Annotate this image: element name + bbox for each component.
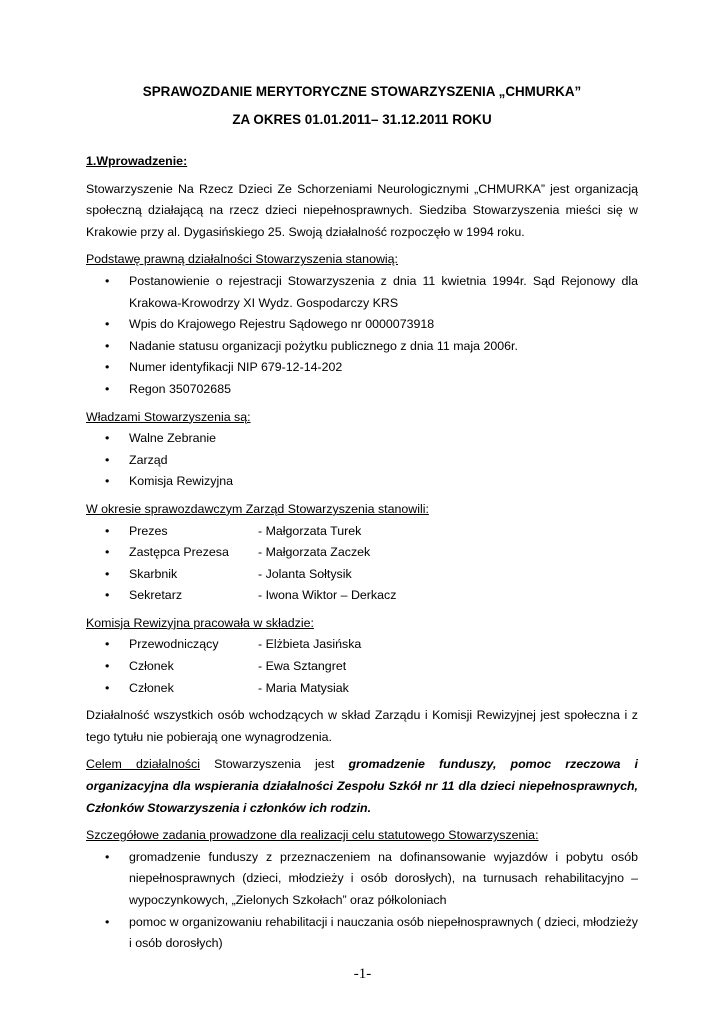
member-name: - Maria Matysiak xyxy=(258,680,349,695)
member-role: Prezes xyxy=(129,523,168,538)
audit-committee-section xyxy=(86,613,638,699)
list-item: • Nadanie statusu organizacji pożytku publicznego z dnia 11 maja 2006r. xyxy=(86,336,638,358)
member-role: Skarbnik xyxy=(129,566,178,581)
member-name: - Małgorzata Turek xyxy=(258,523,362,538)
list-item: • Zarząd xyxy=(86,450,638,472)
audit-member-row xyxy=(86,678,638,700)
list-item: • Walne Zebranie xyxy=(86,428,638,450)
member-role: Członek xyxy=(129,680,174,695)
audit-member-row xyxy=(86,634,638,656)
legal-basis-section xyxy=(86,249,638,400)
page-number: -1- xyxy=(353,966,372,982)
audit-member-row xyxy=(86,656,638,678)
tasks-list xyxy=(86,847,638,955)
bullet-icon: • xyxy=(105,431,110,446)
goal-lead-rest: Stowarzyszenia jest xyxy=(200,757,349,772)
audit-committee-heading: Komisja Rewizyjna pracowała w składzie: xyxy=(86,615,314,630)
bullet-icon: • xyxy=(105,588,110,603)
list-item: • pomoc w organizowaniu rehabilitacji i nauczania osób niepełnosprawnych ( dzieci, młodzieży i osób dorosłych) xyxy=(86,912,638,955)
board-member-row xyxy=(86,542,638,564)
bullet-icon: • xyxy=(105,659,110,674)
authorities-section xyxy=(86,407,638,493)
board-member-row xyxy=(86,521,638,543)
list-item: • Regon 350702685 xyxy=(86,379,638,401)
bullet-icon: • xyxy=(105,452,110,467)
bullet-icon: • xyxy=(105,317,110,332)
board-section xyxy=(86,499,638,607)
member-role: Zastępca Prezesa xyxy=(129,545,229,560)
section-heading-introduction: 1.Wprowadzenie: xyxy=(86,154,188,168)
list-item: • Numer identyfikacji NIP 679-12-14-202 xyxy=(86,357,638,379)
member-name: - Małgorzata Zaczek xyxy=(258,545,371,560)
bullet-icon: • xyxy=(105,360,110,375)
bullet-icon: • xyxy=(105,523,110,538)
authorities-heading: Władzami Stowarzyszenia są: xyxy=(86,409,251,424)
member-role: Przewodniczący xyxy=(129,637,219,652)
bullet-icon: • xyxy=(105,680,110,695)
bullet-icon: • xyxy=(105,545,110,560)
document-title-line-1: SPRAWOZDANIE MERYTORYCZNE STOWARZYSZENIA „CHMURKA” xyxy=(142,84,582,99)
member-role: Sekretarz xyxy=(129,588,183,603)
bullet-icon: • xyxy=(105,914,110,929)
member-name: - Iwona Wiktor – Derkacz xyxy=(258,588,397,603)
audit-committee-list xyxy=(86,634,638,699)
list-item: • Wpis do Krajowego Rejestru Sądowego nr 0000073918 xyxy=(86,314,638,336)
member-name: - Elżbieta Jasińska xyxy=(258,637,362,652)
board-member-row xyxy=(86,585,638,607)
tasks-heading: Szczegółowe zadania prowadzone dla realizacji celu statutowego Stowarzyszenia: xyxy=(86,828,539,843)
bullet-icon: • xyxy=(105,637,110,652)
volunteer-note-paragraph: Działalność wszystkich osób wchodzących w skład Zarządu i Komisji Rewizyjnej jest społeczna i z tego tytułu nie pobierają one wynagrodzenia. xyxy=(86,708,638,744)
tasks-section xyxy=(86,825,638,955)
bullet-icon: • xyxy=(105,381,110,396)
member-name: - Ewa Sztangret xyxy=(258,659,347,674)
board-member-row xyxy=(86,564,638,586)
bullet-icon: • xyxy=(105,474,110,489)
document-title-line-2: ZA OKRES 01.01.2011– 31.12.2011 ROKU xyxy=(232,112,492,127)
bullet-icon: • xyxy=(105,338,110,353)
goal-emphasis: gromadzenie funduszy, pomoc rzeczowa i organizacyjna dla wspierania działalności Zespołu Szkół nr 11 dla dzieci niepełnosprawnych, Członków Stowarzyszenia i członków ich rodzin. xyxy=(86,757,638,815)
legal-basis-heading: Podstawę prawną działalności Stowarzyszenia stanowią: xyxy=(86,252,398,267)
goal-paragraph xyxy=(86,754,638,819)
authorities-list xyxy=(86,428,638,493)
member-role: Członek xyxy=(129,659,174,674)
member-name: - Jolanta Sołtysik xyxy=(258,566,352,581)
intro-paragraph: Stowarzyszenie Na Rzecz Dzieci Ze Schorzeniami Neurologicznymi „CHMURKA” jest organizacją społeczną działającą na rzecz dzieci niepełnosprawnych. Siedziba Stowarzyszenia mieści się w Krakowie przy al. Dygasińskiego 25. Swoją działalność rozpoczęło w 1994 roku. xyxy=(86,181,638,239)
bullet-icon: • xyxy=(105,849,110,864)
board-heading: W okresie sprawozdawczym Zarząd Stowarzyszenia stanowili: xyxy=(86,501,429,516)
list-item: • Postanowienie o rejestracji Stowarzyszenia z dnia 11 kwietnia 1994r. Sąd Rejonowy dla Krakowa-Krowodrzy XI Wydz. Gospodarczy KRS xyxy=(86,271,638,314)
list-item: • gromadzenie funduszy z przeznaczeniem na dofinansowanie wyjazdów i pobytu osób niepełnosprawnych (dzieci, młodzieży i osób dorosłych), na turnusach rehabilitacyjno – wypoczynkowych, „Zielonych Szkołach” oraz półkoloniach xyxy=(86,847,638,912)
bullet-icon: • xyxy=(105,273,110,288)
legal-basis-list xyxy=(86,271,638,401)
board-list xyxy=(86,521,638,607)
goal-lead-underlined: Celem działalności xyxy=(86,757,200,772)
bullet-icon: • xyxy=(105,566,110,581)
list-item: • Komisja Rewizyjna xyxy=(86,471,638,493)
document-page xyxy=(86,82,638,955)
